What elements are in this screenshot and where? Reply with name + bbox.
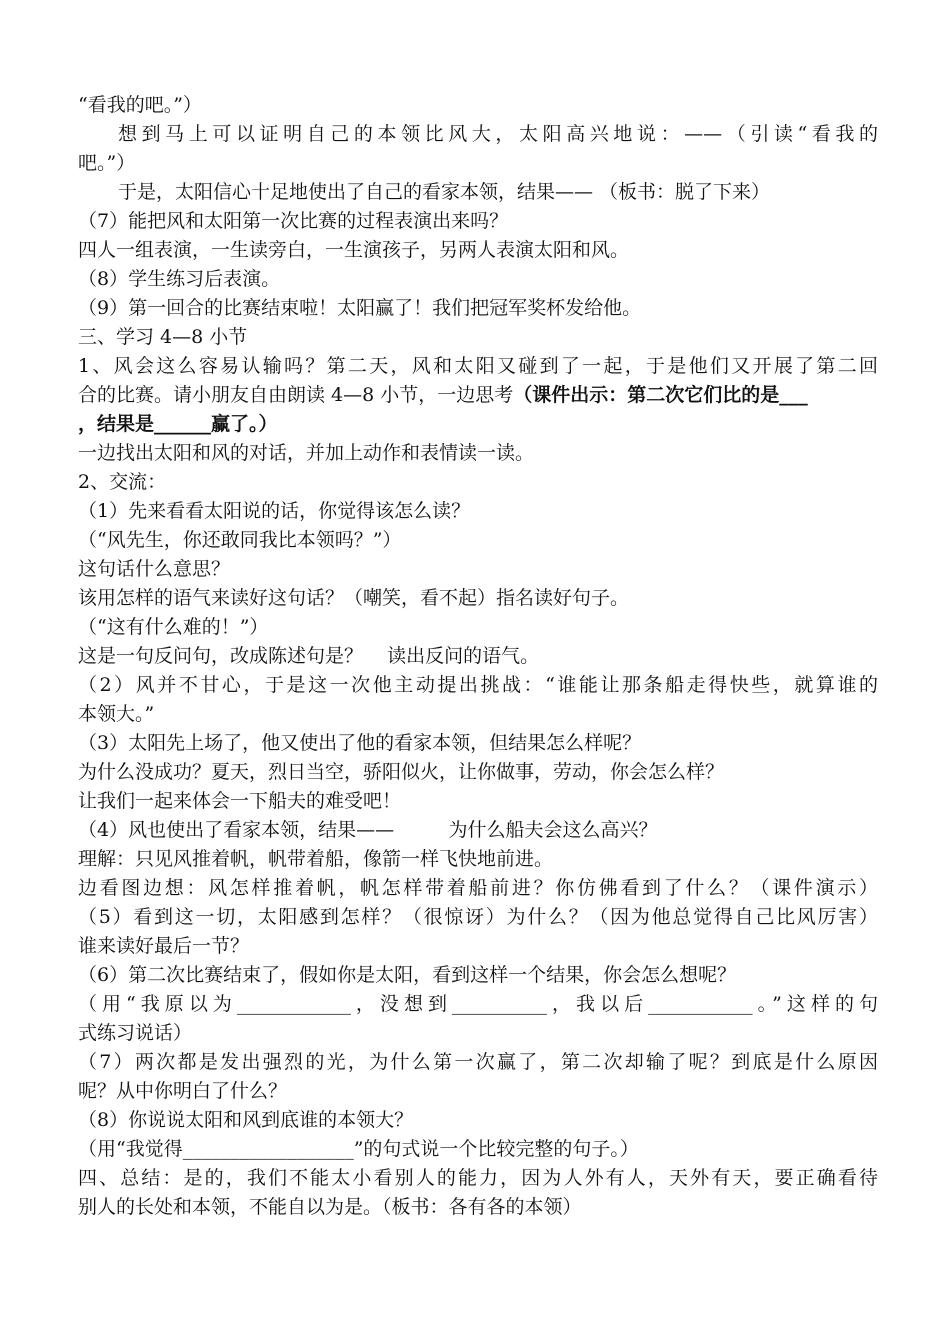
text-line: 为什么没成功？夏天，烈日当空，骄阳似火，让你做事，劳动，你会怎么样？ [78,761,725,783]
text-line: 别人的长处和本领，不能自以为是。（板书：各有各的本领） [78,1196,582,1218]
text-line: （1）先来看看太阳说的话，你觉得该怎么读？ [78,500,471,522]
text-line: 谁来读好最后一节？ [78,935,250,957]
text-line: 式练习说话） [78,1022,193,1044]
text-line: 边看图边想：风怎样推着帆，帆怎样带着船前进？你仿佛看到了什么？（课件演示） [78,877,878,899]
text-line: 四人一组表演，一生读旁白，一生演孩子，另两人表演太阳和风。 [78,239,630,261]
text-line: （7）能把风和太阳第一次比赛的过程表演出来吗？ [78,210,509,232]
text-line: （7）两次都是发出强烈的光，为什么第一次赢了，第二次却输了呢？到底是什么原因 [78,1051,878,1073]
text-line: 这句话什么意思？ [78,558,231,580]
text-line: （6）第二次比赛结束了，假如你是太阳，看到这样一个结果，你会怎么想呢？ [78,964,737,986]
text-line: （4）风也使出了看家本领，结果—— 为什么船夫会这么高兴？ [78,819,658,841]
text-line: 1、风会这么容易认输吗？第二天，风和太阳又碰到了一起，于是他们又开展了第二回 [78,355,878,377]
text-line: 吧。”） [78,152,136,174]
text-line: （“风先生，你还敢同我比本领吗？”） [78,529,402,551]
text-line: 一边找出太阳和风的对话，并加上动作和表情读一读。 [78,442,535,464]
text-line: （8）你说说太阳和风到底谁的本领大？ [78,1109,414,1131]
text-line: （8）学生练习后表演。 [78,268,281,290]
text-segment: 合的比赛。请小朋友自由朗读 4—8 小节，一边思考 [78,384,514,406]
text-line: （“这有什么难的！”） [78,616,269,638]
text-line: 想到马上可以证明自己的本领比风大，太阳高兴地说：——（引读“看我的 [118,123,878,145]
text-line: （用“我觉得__________________”的句式说一个比较完整的句子。） [78,1138,639,1160]
text-line: 于是，太阳信心十足地使出了自己的看家本领，结果—— （板书：脱了下来） [118,181,771,203]
text-line: （5）看到这一切，太阳感到怎样？（很惊讶）为什么？（因为他总觉得自己比风厉害） [78,906,878,928]
courseware-prompt: ，结果是______赢了。） [78,413,278,435]
text-line: 该用怎样的语气来读好这句话？（嘲笑，看不起）指名读好句子。 [78,587,630,609]
text-line: 呢？从中你明白了什么？ [78,1080,288,1102]
lesson-text [78,91,878,1222]
text-line: （9）第一回合的比赛结束啦！太阳赢了！我们把冠军奖杯发给他。 [78,297,642,319]
section-heading: 四、总结：是的，我们不能太小看别人的能力，因为人外有人，天外有天，要正确看待 [78,1167,878,1189]
courseware-prompt: （课件出示：第二次它们比的是___ [513,384,808,406]
text-line: 本领大。” [78,703,155,725]
section-heading: 三、学习 4—8 小节 [78,326,248,348]
text-line: 让我们一起来体会一下船夫的难受吧！ [78,790,402,812]
text-line: （2）风并不甘心，于是这一次他主动提出挑战：“谁能让那条船走得快些，就算谁的 [78,674,878,696]
text-line [78,381,878,410]
text-line: 理解：只见风推着帆，帆带着船，像箭一样飞快地前进。 [78,848,554,870]
text-line: “看我的吧。”） [78,94,202,116]
text-line: （用“我原以为____________，没想到__________，我以后___________。”这样的句 [78,993,878,1015]
text-line: 这是一句反问句，改成陈述句是？ 读出反问的语气。 [78,645,540,667]
text-line: 2、交流： [78,471,167,493]
text-line: （3）太阳先上场了，他又使出了他的看家本领，但结果怎么样呢？ [78,732,642,754]
